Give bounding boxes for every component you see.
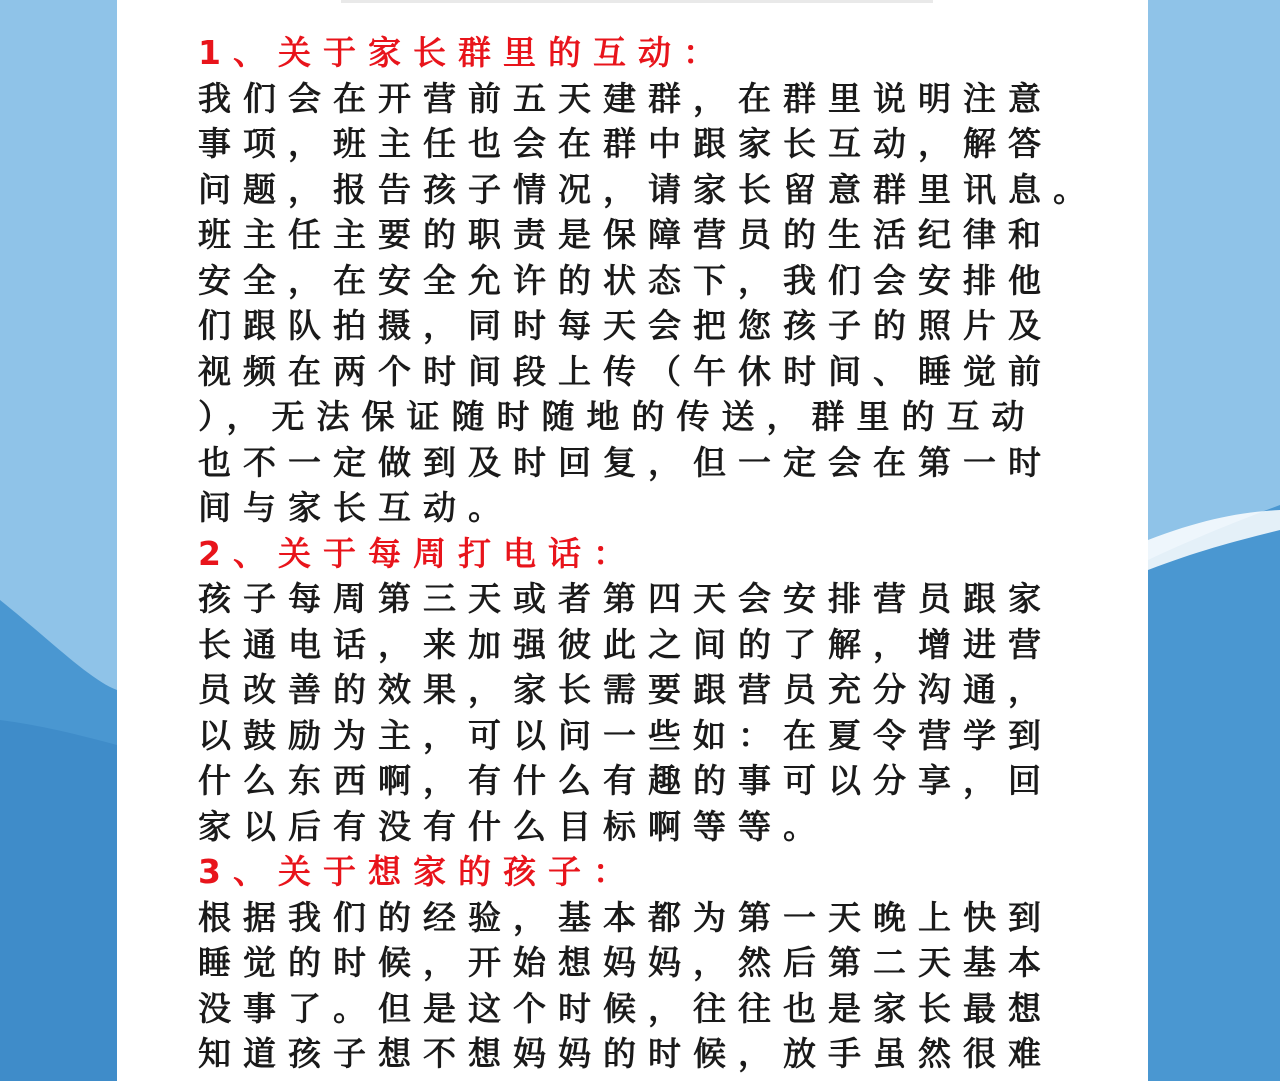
text-line: 安全，在安全允许的状态下，我们会安排他 <box>198 260 1053 300</box>
section-heading-weekly-call: 2、关于每周打电话： <box>198 533 638 573</box>
text-line: 员改善的效果，家长需要跟营员充分沟通， <box>198 670 1053 709</box>
text-line: 根据我们的经验，基本都为第一天晚上快到 <box>198 897 1053 937</box>
text-line: 家以后有没有什么目标啊等等。 <box>198 806 828 846</box>
text-line: 也不一定做到及时回复，但一定会在第一时 <box>198 442 1053 482</box>
section-body-weekly-call <box>198 576 1098 849</box>
text-line: 我们会在开营前五天建群，在群里说明注意 <box>198 78 1053 118</box>
section-body-homesick <box>198 895 1098 1077</box>
section-body-parent-group <box>198 76 1098 531</box>
section-heading-parent-group: 1、关于家长群里的互动： <box>198 33 728 72</box>
text-line: 知道孩子想不想妈妈的时候，放手虽然很难 <box>198 1034 1053 1073</box>
text-line: ），无法保证随时随地的传送，群里的互动 <box>198 397 1037 436</box>
text-line: 没事了。但是这个时候，往往也是家长最想 <box>198 988 1053 1028</box>
text-line: 睡觉的时候，开始想妈妈，然后第二天基本 <box>198 943 1053 982</box>
section-heading-homesick: 3、关于想家的孩子： <box>198 852 638 891</box>
top-divider <box>341 0 933 3</box>
text-line: 事项，班主任也会在群中跟家长互动，解答 <box>198 124 1053 163</box>
text-line: 班主任主要的职责是保障营员的生活纪律和 <box>198 215 1053 254</box>
text-line: 孩子每周第三天或者第四天会安排营员跟家 <box>198 579 1053 618</box>
text-line: 视频在两个时间段上传（午休时间、睡觉前 <box>198 351 1053 391</box>
content-panel <box>117 0 1148 1081</box>
article-body <box>198 30 1098 1077</box>
text-line: 什么东西啊，有什么有趣的事可以分享，回 <box>198 761 1053 800</box>
text-line: 们跟队拍摄，同时每天会把您孩子的照片及 <box>198 306 1053 345</box>
text-line: 间与家长互动。 <box>198 488 513 527</box>
text-line: 问题，报告孩子情况，请家长留意群里讯息。 <box>198 169 1098 209</box>
text-line: 以鼓励为主，可以问一些如：在夏令营学到 <box>198 715 1053 755</box>
text-line: 长通电话，来加强彼此之间的了解，增进营 <box>198 624 1053 664</box>
